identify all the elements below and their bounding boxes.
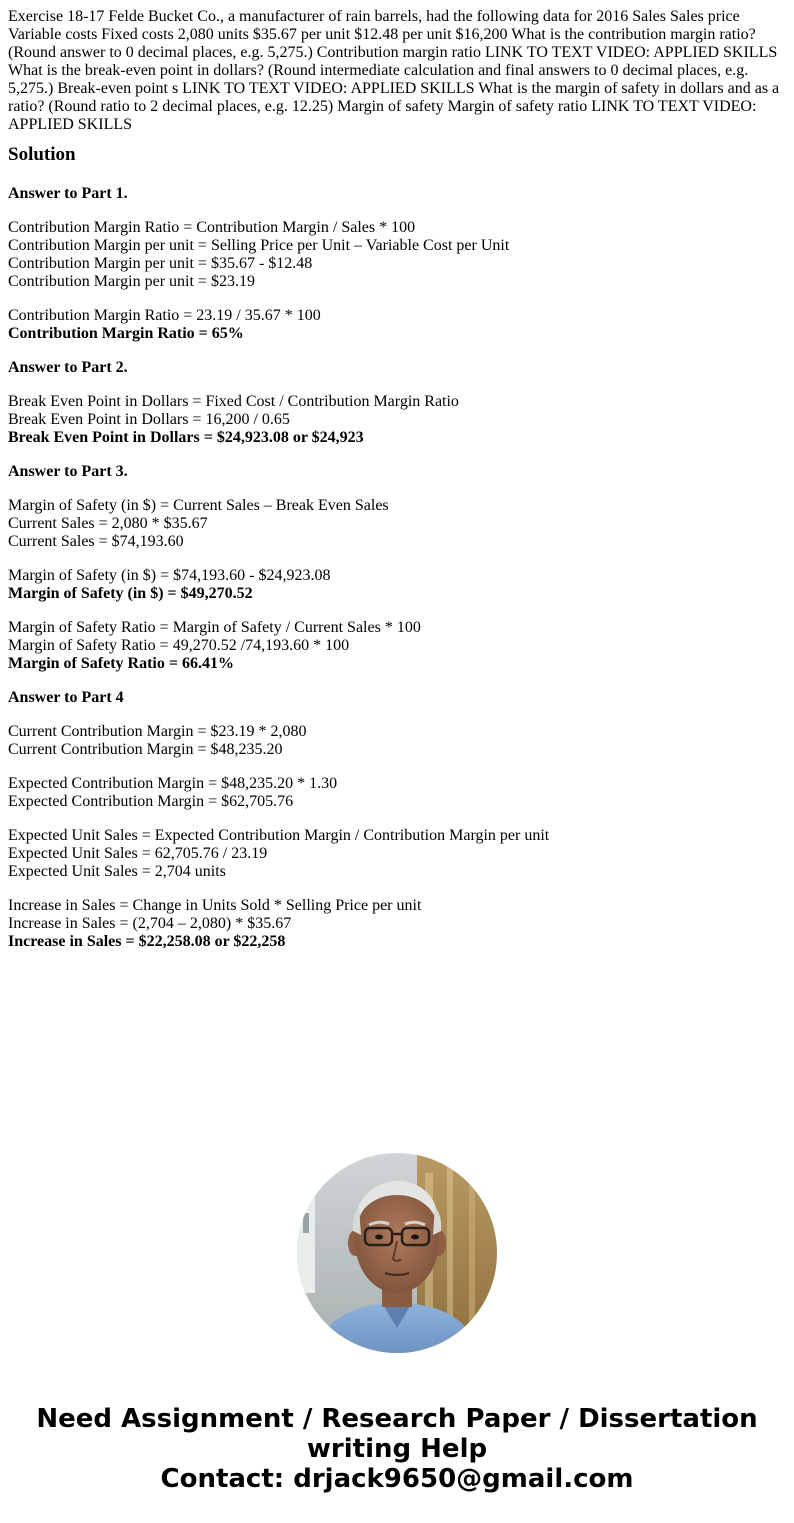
promo-line-2: writing Help: [306, 1434, 488, 1464]
formula-line: Margin of Safety (in $) = Current Sales – Break Even Sales: [8, 497, 389, 514]
formula-line: Current Contribution Margin = $23.19 * 2,080: [8, 723, 307, 740]
formula-line: Expected Contribution Margin = $48,235.20 * 1.30: [8, 775, 338, 792]
formula-line: Contribution Margin per unit = $23.19: [8, 273, 255, 290]
formula-line: Expected Unit Sales = 2,704 units: [8, 863, 226, 880]
formula-line: Contribution Margin Ratio = 23.19 / 35.67 * 100: [8, 307, 321, 324]
formula-line: Current Contribution Margin = $48,235.20: [8, 741, 283, 758]
formula-line: Current Sales = $74,193.60: [8, 533, 184, 550]
formula-line: Contribution Margin per unit = $35.67 - $12.48: [8, 255, 313, 272]
formula-line: Current Sales = 2,080 * $35.67: [8, 515, 208, 532]
promo-contact: Contact: drjack9650@gmail.com: [160, 1464, 634, 1494]
part3-block3: [8, 619, 786, 673]
part2-block: [8, 393, 786, 447]
part2-result: Break Even Point in Dollars = $24,923.08 or $24,923: [8, 429, 364, 446]
promo-banner: [0, 1404, 794, 1494]
part1-result: Contribution Margin Ratio = 65%: [8, 325, 244, 342]
part4-block4: [8, 897, 786, 951]
formula-line: Contribution Margin Ratio = Contribution Margin / Sales * 100: [8, 219, 416, 236]
part3-block1: [8, 497, 786, 551]
part3-block2: [8, 567, 786, 603]
formula-line: Contribution Margin per unit = Selling Price per Unit – Variable Cost per Unit: [8, 237, 510, 254]
formula-line: Expected Unit Sales = Expected Contribution Margin / Contribution Margin per unit: [8, 827, 550, 844]
formula-line: Expected Unit Sales = 62,705.76 / 23.19: [8, 845, 268, 862]
part1-heading: Answer to Part 1.: [8, 185, 128, 202]
portrait-image: [297, 1153, 497, 1353]
formula-line: Margin of Safety Ratio = 49,270.52 /74,193.60 * 100: [8, 637, 350, 654]
solution-heading: Solution: [8, 144, 76, 165]
formula-line: Increase in Sales = (2,704 – 2,080) * $35.67: [8, 915, 292, 932]
part1-block2: [8, 307, 786, 343]
formula-line: Margin of Safety (in $) = $74,193.60 - $24,923.08: [8, 567, 331, 584]
part3-heading: Answer to Part 3.: [8, 463, 128, 480]
formula-line: Break Even Point in Dollars = Fixed Cost / Contribution Margin Ratio: [8, 393, 459, 410]
formula-line: Expected Contribution Margin = $62,705.76: [8, 793, 294, 810]
part3-result-ratio: Margin of Safety Ratio = 66.41%: [8, 655, 234, 672]
formula-line: Margin of Safety Ratio = Margin of Safety / Current Sales * 100: [8, 619, 421, 636]
part4-heading: Answer to Part 4: [8, 689, 124, 706]
question-text: Exercise 18-17 Felde Bucket Co., a manufacturer of rain barrels, had the following data for 2016 Sales Sales price Variable costs Fixed costs 2,080 units $35.67 per unit $12.48 per unit $16,200 What is the contribution margin ratio? (Round answer to 0 decimal places, e.g. 5,275.) Contribution margin ratio LINK TO TEXT VIDEO: APPLIED SKILLS What is the break-even point in dollars? (Round intermediate calculation and final answers to 0 decimal places, e.g. 5,275.) Break-even point s LINK TO TEXT VIDEO: APPLIED SKILLS What is the margin of safety in dollars and as a ratio? (Round ratio to 2 decimal places, e.g. 12.25) Margin of safety Margin of safety ratio LINK TO TEXT VIDEO: APPLIED SKILLS: [8, 8, 780, 133]
promo-line-1: Need Assignment / Research Paper / Dissertation: [36, 1404, 758, 1434]
formula-line: Break Even Point in Dollars = 16,200 / 0.65: [8, 411, 290, 428]
part2-heading: Answer to Part 2.: [8, 359, 128, 376]
part3-result-margin: Margin of Safety (in $) = $49,270.52: [8, 585, 253, 602]
author-avatar: [297, 1153, 497, 1353]
formula-line: Increase in Sales = Change in Units Sold * Selling Price per unit: [8, 897, 422, 914]
part4-result: Increase in Sales = $22,258.08 or $22,258: [8, 933, 286, 950]
part1-block1: [8, 219, 786, 291]
part4-block1: [8, 723, 786, 759]
part4-block2: [8, 775, 786, 811]
part4-block3: [8, 827, 786, 881]
